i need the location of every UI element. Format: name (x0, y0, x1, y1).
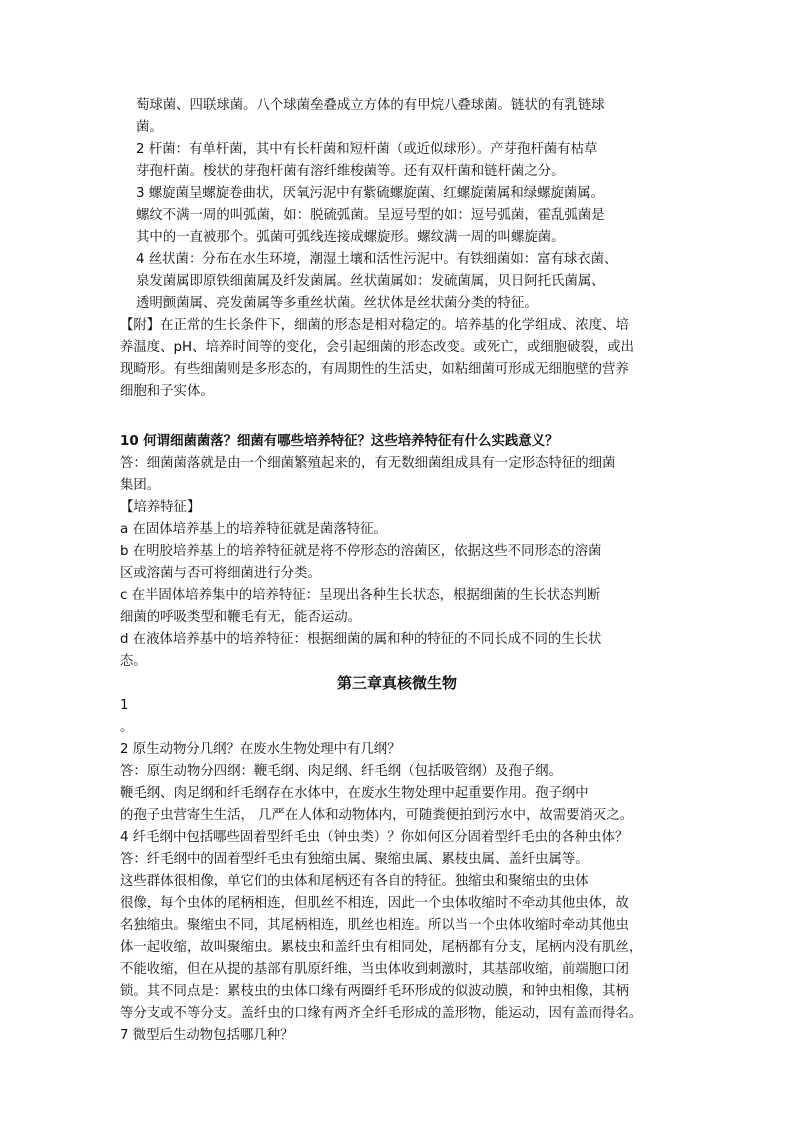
answer-line: 名独缩虫。聚缩虫不同，其尾柄相连，肌丝也相连。所以当一个虫体收缩时牵动其他虫 (120, 918, 629, 933)
list-item: a 在固体培养基上的培养特征就是菌落特征。 (120, 522, 387, 537)
text-line: 3 螺旋菌呈螺旋卷曲状，厌氧污泥中有紫硫螺旋菌、红螺旋菌属和绿螺旋菌属。 (136, 186, 605, 201)
question-line: 7 微型后生动物包括哪几种？ (120, 1028, 294, 1043)
answer-line: 等分支或不等分支。盖纤虫的口缘有两齐全纤毛形成的盖形物，能运动，因有盖而得名。 (120, 1006, 643, 1021)
list-item: d 在液体培养基中的培养特征：根据细菌的属和种的特征的不同长成不同的生长状 (120, 632, 602, 647)
text-line: 菌。 (136, 120, 163, 135)
text-line: 螺纹不满一周的叫弧菌，如：脱硫弧菌。呈逗号型的如：逗号弧菌，霍乱弧菌是 (136, 208, 605, 223)
answer-line: 集团。 (120, 478, 161, 493)
text-line: 泉发菌属即原铁细菌属及纤发菌属。丝状菌属如：发硫菌属，贝日阿托氏菌属、 (136, 274, 605, 289)
text-line: 萄球菌、四联球菌。八个球菌垒叠成立方体的有甲烷八叠球菌。链状的有乳链球 (136, 98, 605, 113)
answer-line: 这些群体很相像，单它们的虫体和尾柄还有各自的特征。独缩虫和聚缩虫的虫体 (120, 874, 589, 889)
text-line: 4 丝状菌：分布在水生环境，潮湿土壤和活性污泥中。有铁细菌如：富有球衣菌、 (136, 252, 618, 267)
answer-line: 体一起收缩，故叫聚缩虫。累枝虫和盖纤虫有相同处，尾柄都有分支，尾柄内没有肌丝， (120, 940, 643, 955)
section-label: 【培养特征】 (120, 500, 201, 515)
answer-line: 的孢子虫营寄生生活， 几严在人体和动物体内，可随粪便拍到污水中，故需要消灭之。 (120, 808, 634, 823)
text-line: 其中的一直被那个。弧菌可弧线连接成螺旋形。螺纹满一周的叫螺旋菌。 (136, 230, 565, 245)
answer-line: 不能收缩，但在从提的基部有肌原纤维，当虫体收到刺激时，其基部收缩，前端胞口闭 (120, 962, 629, 977)
answer-line: 答：原生动物分四纲：鞭毛纲、肉足纲、纤毛纲（包括吸管纲）及孢子纲。 (120, 764, 562, 779)
chapter-title: 第三章真核微生物 (336, 674, 457, 692)
answer-line: 鞭毛纲、肉足纲和纤毛纲存在水体中，在废水生物处理中起重要作用。孢子纲中 (120, 786, 589, 801)
answer-line: 答：纤毛纲中的固着型纤毛虫有独缩虫属、聚缩虫属、累枝虫属、盖纤虫属等。 (120, 852, 589, 867)
note-paragraph-line: 细胞和子实体。 (120, 384, 214, 399)
text-line: 透明颤菌属、亮发菌属等多重丝状菌。丝状体是丝状菌分类的特征。 (136, 296, 538, 311)
question-line: 4 纤毛纲中包括哪些固着型纤毛虫（钟虫类）？你如何区分固着型纤毛虫的各种虫体？ (120, 830, 629, 845)
answer-line: 很像，每个虫体的尾柄相连，但肌丝不相连，因此一个虫体收缩时不牵动其他虫体，故 (120, 896, 629, 911)
text-line: 。 (120, 720, 134, 735)
list-item: c 在半固体培养集中的培养特征：呈现出各种生长状态，根据细菌的生长状态判断 (120, 588, 601, 603)
list-item: 细菌的呼吸类型和鞭毛有无，能否运动。 (120, 610, 362, 625)
list-item: 态。 (120, 654, 147, 669)
note-paragraph-line: 养温度、pH、培养时间等的变化，会引起细菌的形态改变。或死亡，或细胞破裂，或出 (120, 340, 635, 355)
note-paragraph-line: 【附】在正常的生长条件下，细菌的形态是相对稳定的。培养基的化学组成、浓度、培 (120, 318, 629, 333)
text-line: 2 杆菌：有单杆菌，其中有长杆菌和短杆菌（或近似球形）。产芽孢杆菌有枯草 (136, 142, 598, 157)
question-line: 2 原生动物分几纲？在废水生物处理中有几纲？ (120, 742, 401, 757)
answer-line: 锁。其不同点是：累枝虫的虫体口缘有两圈纤毛环形成的似波动膜，和钟虫相像，其柄 (120, 984, 629, 999)
text-line: 芽孢杆菌。梭状的芽孢杆菌有溶纤维梭菌等。还有双杆菌和链杆菌之分。 (136, 164, 565, 179)
list-item: b 在明胶培养基上的培养特征就是将不停形态的溶菌区，依据这些不同形态的溶菌 (120, 544, 602, 559)
note-paragraph-line: 现畸形。有些细菌则是多形态的，有周期性的生活史，如粘细菌可形成无细胞壁的营养 (120, 362, 629, 377)
list-item: 区或溶菌与否可将细菌进行分类。 (120, 566, 321, 581)
answer-line: 答：细菌菌落就是由一个细菌繁殖起来的，有无数细菌组成具有一定形态特征的细菌 (120, 456, 616, 471)
question-heading: 10 何谓细菌菌落？细菌有哪些培养特征？这些培养特征有什么实践意义？ (120, 434, 559, 449)
text-line: 1 (120, 698, 129, 713)
